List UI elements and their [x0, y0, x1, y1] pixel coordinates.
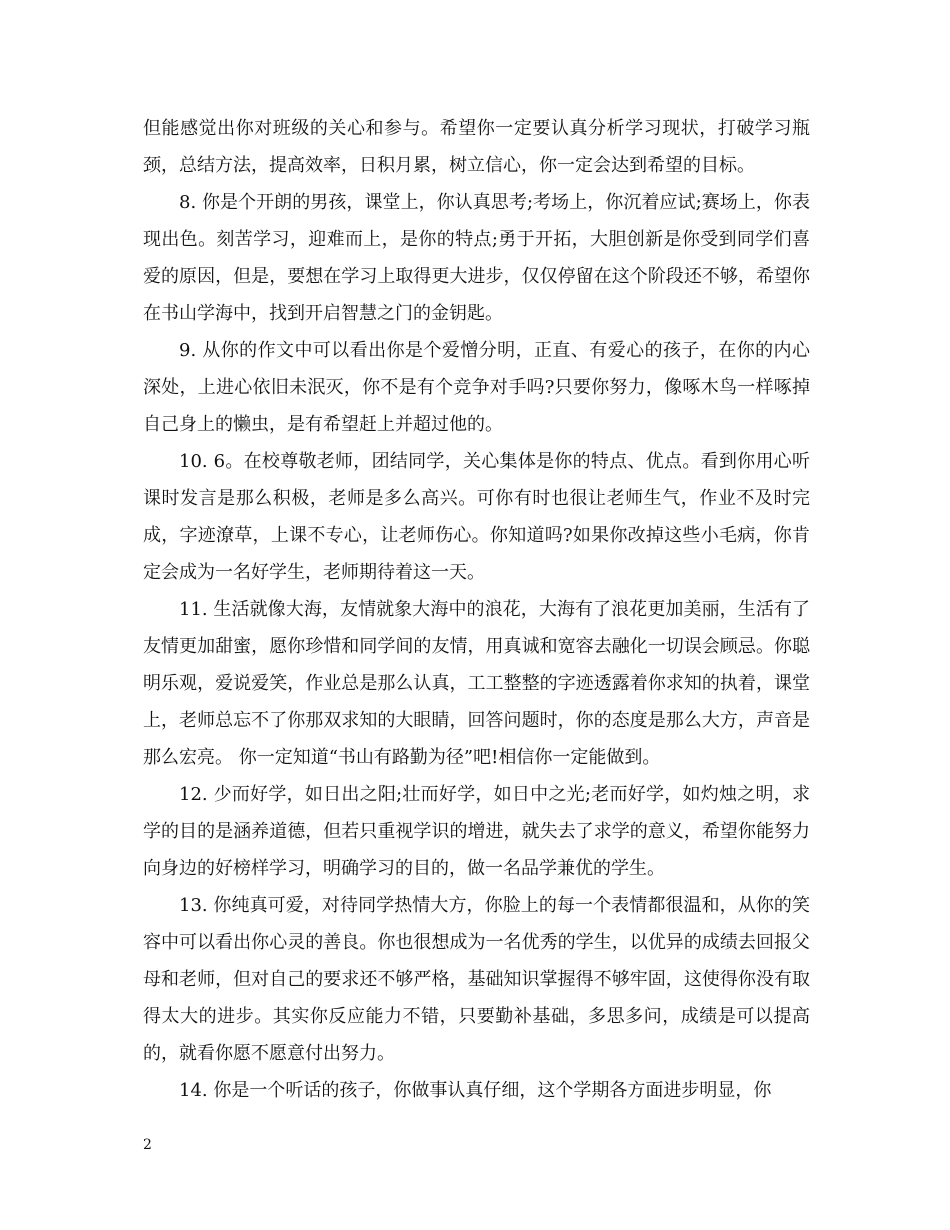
paragraph-9: 9. 从你的作文中可以看出你是个爱憎分明，正直、有爱心的孩子，在你的内心深处，上进心依旧未泯灭，你不是有个竞争对手吗?只要你努力，像啄木鸟一样啄掉自己身上的懒虫，是有希望赶上并超过他的。 [143, 340, 810, 435]
paragraph-continued: 但能感觉出你对班级的关心和参与。希望你一定要认真分析学习现状，打破学习瓶颈，总结方法，提高效率，日积月累，树立信心，你一定会达到希望的目标。 [143, 118, 810, 176]
paragraph-8: 8. 你是个开朗的男孩，课堂上，你认真思考;考场上，你沉着应试;赛场上，你表现出色。刻苦学习，迎难而上，是你的特点;勇于开拓，大胆创新是你受到同学们喜爱的原因，但是，要想在学习上取得更大进步，仅仅停留在这个阶段还不够，希望你在书山学海中，找到开启智慧之门的金钥匙。 [143, 192, 810, 324]
paragraph-12: 12. 少而好学，如日出之阳;壮而好学，如日中之光;老而好学，如灼烛之明，求学的目的是涵养道德，但若只重视学识的增进，就失去了求学的意义，希望你能努力向身边的好榜样学习，明确学习的目的，做一名品学兼优的学生。 [143, 784, 810, 879]
paragraph-14: 14. 你是一个听话的孩子，你做事认真仔细，这个学期各方面进步明显，你 [179, 1080, 772, 1101]
paragraph-10: 10. 6。在校尊敬老师，团结同学，关心集体是你的特点、优点。看到你用心听课时发言是那么积极，老师是多么高兴。可你有时也很让老师生气，作业不及时完成，字迹潦草，上课不专心，让老师伤心。你知道吗?如果你改掉这些小毛病，你肯定会成为一名好学生，老师期待着这一天。 [143, 451, 810, 583]
page-number: 2 [143, 1137, 152, 1153]
paragraph-13: 13. 你纯真可爱，对待同学热情大方，你脸上的每一个表情都很温和，从你的笑容中可以看出你心灵的善良。你也很想成为一名优秀的学生，以优异的成绩去回报父母和老师，但对自己的要求还不够严格，基础知识掌握得不够牢固，这使得你没有取得太大的进步。其实你反应能力不错，只要勤补基础，多思多问，成绩是可以提高的，就看你愿不愿意付出努力。 [143, 895, 810, 1064]
body-text [143, 110, 810, 1109]
paragraph-11: 11. 生活就像大海，友情就象大海中的浪花，大海有了浪花更加美丽，生活有了友情更加甜蜜，愿你珍惜和同学间的友情，用真诚和宽容去融化一切误会顾忌。你聪明乐观，爱说爱笑，作业总是那么认真，工工整整的字迹透露着你求知的执着，课堂上，老师总忘不了你那双求知的大眼睛，回答问题时，你的态度是那么大方，声音是那么宏亮。 你一定知道“书山有路勤为径”吧!相信你一定能做到。 [143, 599, 810, 768]
